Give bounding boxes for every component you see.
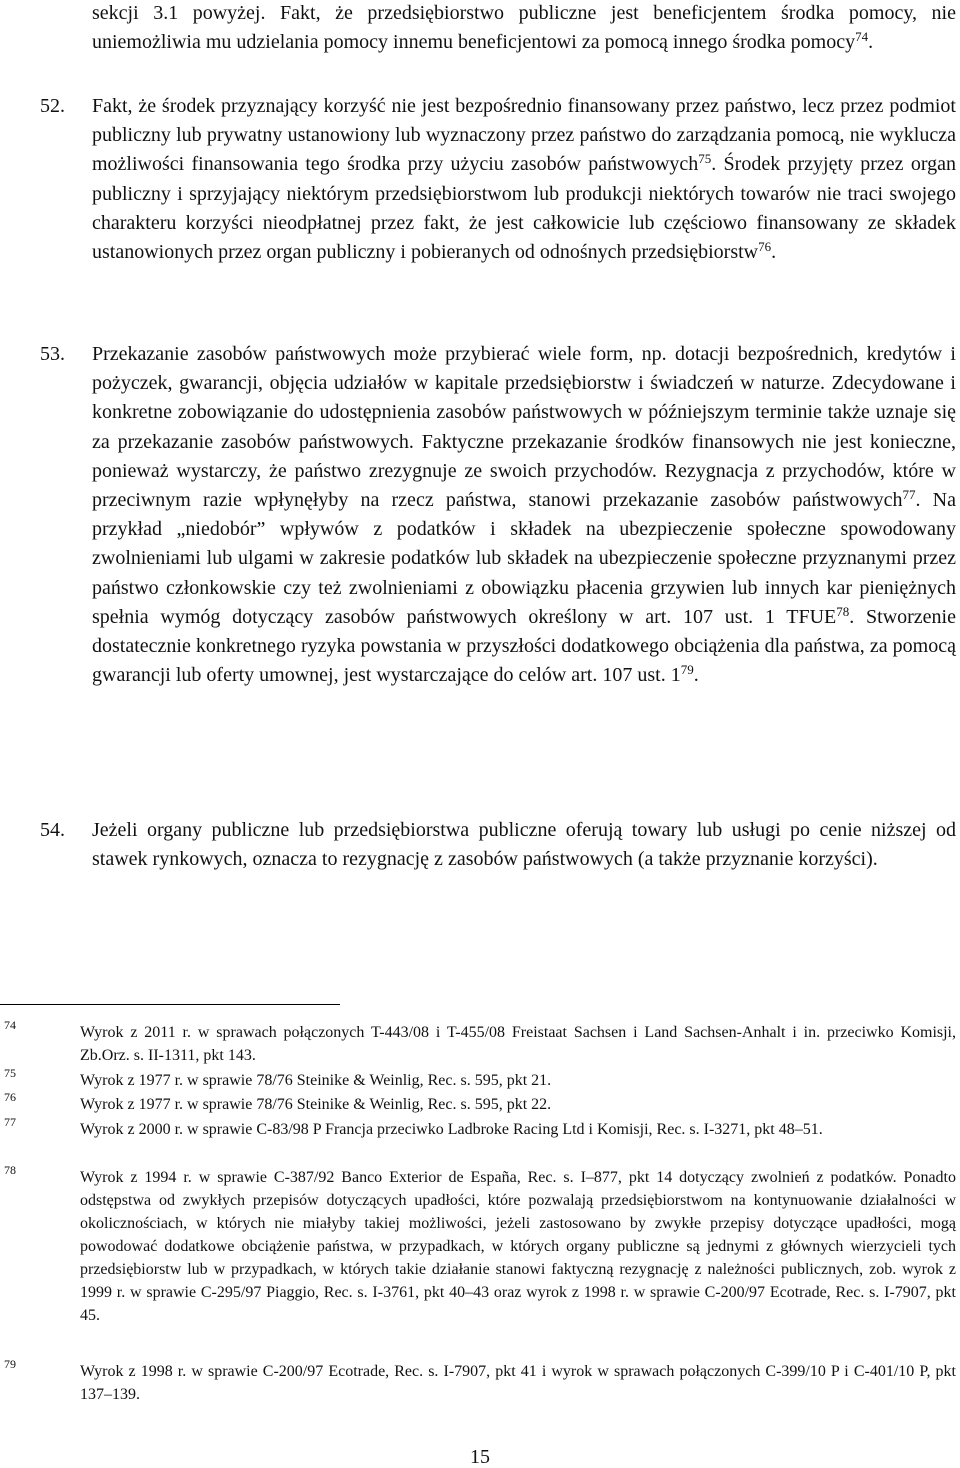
footnote-ref-75[interactable]: 75 (698, 151, 712, 167)
footnote-number-75: 75 (4, 1066, 16, 1080)
footnote-ref-74[interactable]: 74 (855, 29, 869, 45)
footnote-79: Wyrok z 1998 r. w sprawie C-200/97 Ecotrade, Rec. s. I-7907, pkt 41 i wyrok w sprawach połączonych C-399/10 P i C-401/10 P, pkt 137–139. (80, 1363, 956, 1403)
paragraph-52: Fakt, że środek przyznający korzyść nie jest bezpośrednio finansowany przez państwo, lecz przez podmiot publiczny lub prywatny ustanowiony lub wyznaczony przez państwo do zarządzania pomocą, nie wyklucza możliwości finansowania tego środka przy użyciu zasobów państwowych$^{75}$. Środek przyjęty przez organ publiczny i sprzyjający niektórym przedsiębiorstwom lub produkcji niektórych towarów nie traci swojego charakteru korzyści nieodpłatnej przez fakt, że jest całkowicie lub częściowo finansowany ze składek ustanowionych przez organ publiczny i pobieranych od odnośnych przedsiębiorstw$^{76}$. (92, 95, 957, 264)
footnote-separator (0, 1004, 340, 1005)
paragraph-53: Przekazanie zasobów państwowych może przybierać wiele form, np. dotacji bezpośrednich, kredytów i pożyczek, gwarancji, objęcia udziałów w kapitale przedsiębiorstw i świadczeń w naturze. Zdecydowane i konkretne zobowiązanie do udostępnienia zasobów państwowych w późniejszym terminie także uznaje się za przekazanie zasobów państwowych. Faktyczne przekazanie środków finansowych nie jest konieczne, ponieważ wystarczy, że państwo zrezygnuje ze swoich przychodów. Rezygnacja z przychodów, które w przeciwnym razie wpłynęłyby na rzecz państwa, stanowi przekazanie zasobów państwowych$^{77}$. Na przykład „niedobór” wpływów z podatków i składek na ubezpieczenie społeczne spowodowany zwolnieniami lub ulgami w zakresie podatków lub składek na ubezpieczenie społeczne przyznanymi przez państwo członkowskie czy też zwolnieniami z obowiązku płacenia grzywien lub innych kar pieniężnych spełnia wymóg dotyczący zasobów państwowych określony w art. 107 ust. 1 TFUE$^{78}$. Stworzenie dostatecznie konkretnego ryzyka powstania w przyszłości dodatkowego obciążenia dla państwa, za pomocą gwarancji lub oferty umownej, jest wystarczające do celów art. 107 ust. $1^{79}$. (92, 343, 956, 687)
footnote-75: Wyrok z 1977 r. w sprawie 78/76 Steinike & Weinlig, Rec. s. 595, pkt 21. (80, 1072, 552, 1089)
footnote-number-79: 79 (4, 1357, 16, 1371)
footnote-number-74: 74 (4, 1018, 16, 1032)
footnote-78: Wyrok z 1994 r. w sprawie C-387/92 Banco Exterior de España, Rec. s. I–877, pkt 14 dotyczący zwolnień z podatków. Ponadto odstępstwa od zwykłych przepisów dotyczących upadłości, które pozwalają przedsiębiorstwom na kontynuowanie działalności w okolicznościach, w których nie miałyby takiej możliwości, jeżeli zastosowano by zwykłe przepisy dotyczące upadłości, mogą powodować dodatkowe obciążenie państwa, w przypadkach, w których organy publiczne są jednymi z głównych wierzycieli tych przedsiębiorstw lub w przypadkach, w których takie działanie stanowi faktyczną rezygnację z należności publicznych, zob. wyrok z 1999 r. w sprawie C-295/97 Piaggio, Rec. s. I-3761, pkt 40–43 oraz wyrok z 1998 r. w sprawie C-200/97 Ecotrade, Rec. s. I-7907, pkt 45. (80, 1169, 956, 1324)
footnote-ref-78[interactable]: 78 (836, 603, 850, 619)
footnote-ref-77[interactable]: 77 (902, 487, 916, 503)
footnote-number-78: 78 (4, 1163, 16, 1177)
paragraph-number-54: 54. (40, 819, 65, 841)
footnote-number-76: 76 (4, 1090, 16, 1104)
footnote-76: Wyrok z 1977 r. w sprawie 78/76 Steinike & Weinlig, Rec. s. 595, pkt 22. (80, 1096, 552, 1113)
footnote-number-77: 77 (4, 1115, 16, 1129)
paragraph-51-continuation: sekcji 3.1 powyżej. Fakt, że przedsiębiorstwo publiczne jest beneficjentem środka pomocy, nie uniemożliwia mu udzielania pomocy innemu beneficjentowi za pomocą innego środka pomocy$^{74}$. (92, 2, 956, 54)
footnote-ref-79[interactable]: 79 (680, 662, 694, 678)
paragraph-number-53: 53. (40, 343, 65, 365)
footnote-77: Wyrok z 2000 r. w sprawie C-83/98 P Francja przeciwko Ladbroke Racing Ltd i Komisji, Rec. s. I-3271, pkt 48–51. (80, 1121, 823, 1138)
page-number: 15 (470, 1446, 490, 1468)
paragraph-54: Jeżeli organy publiczne lub przedsiębiorstwa publiczne oferują towary lub usługi po cenie niższej od stawek rynkowych, oznacza to rezygnację z zasobów państwowych (a także przyznanie korzyści). (92, 819, 956, 871)
footnote-ref-76[interactable]: 76 (758, 239, 772, 255)
footnote-74: Wyrok z 2011 r. w sprawach połączonych T-443/08 i T-455/08 Freistaat Sachsen i Land Sachsen-Anhalt i in. przeciwko Komisji, Zb.Orz. s. II-1311, pkt 143. (80, 1024, 956, 1064)
paragraph-number-52: 52. (40, 95, 65, 117)
